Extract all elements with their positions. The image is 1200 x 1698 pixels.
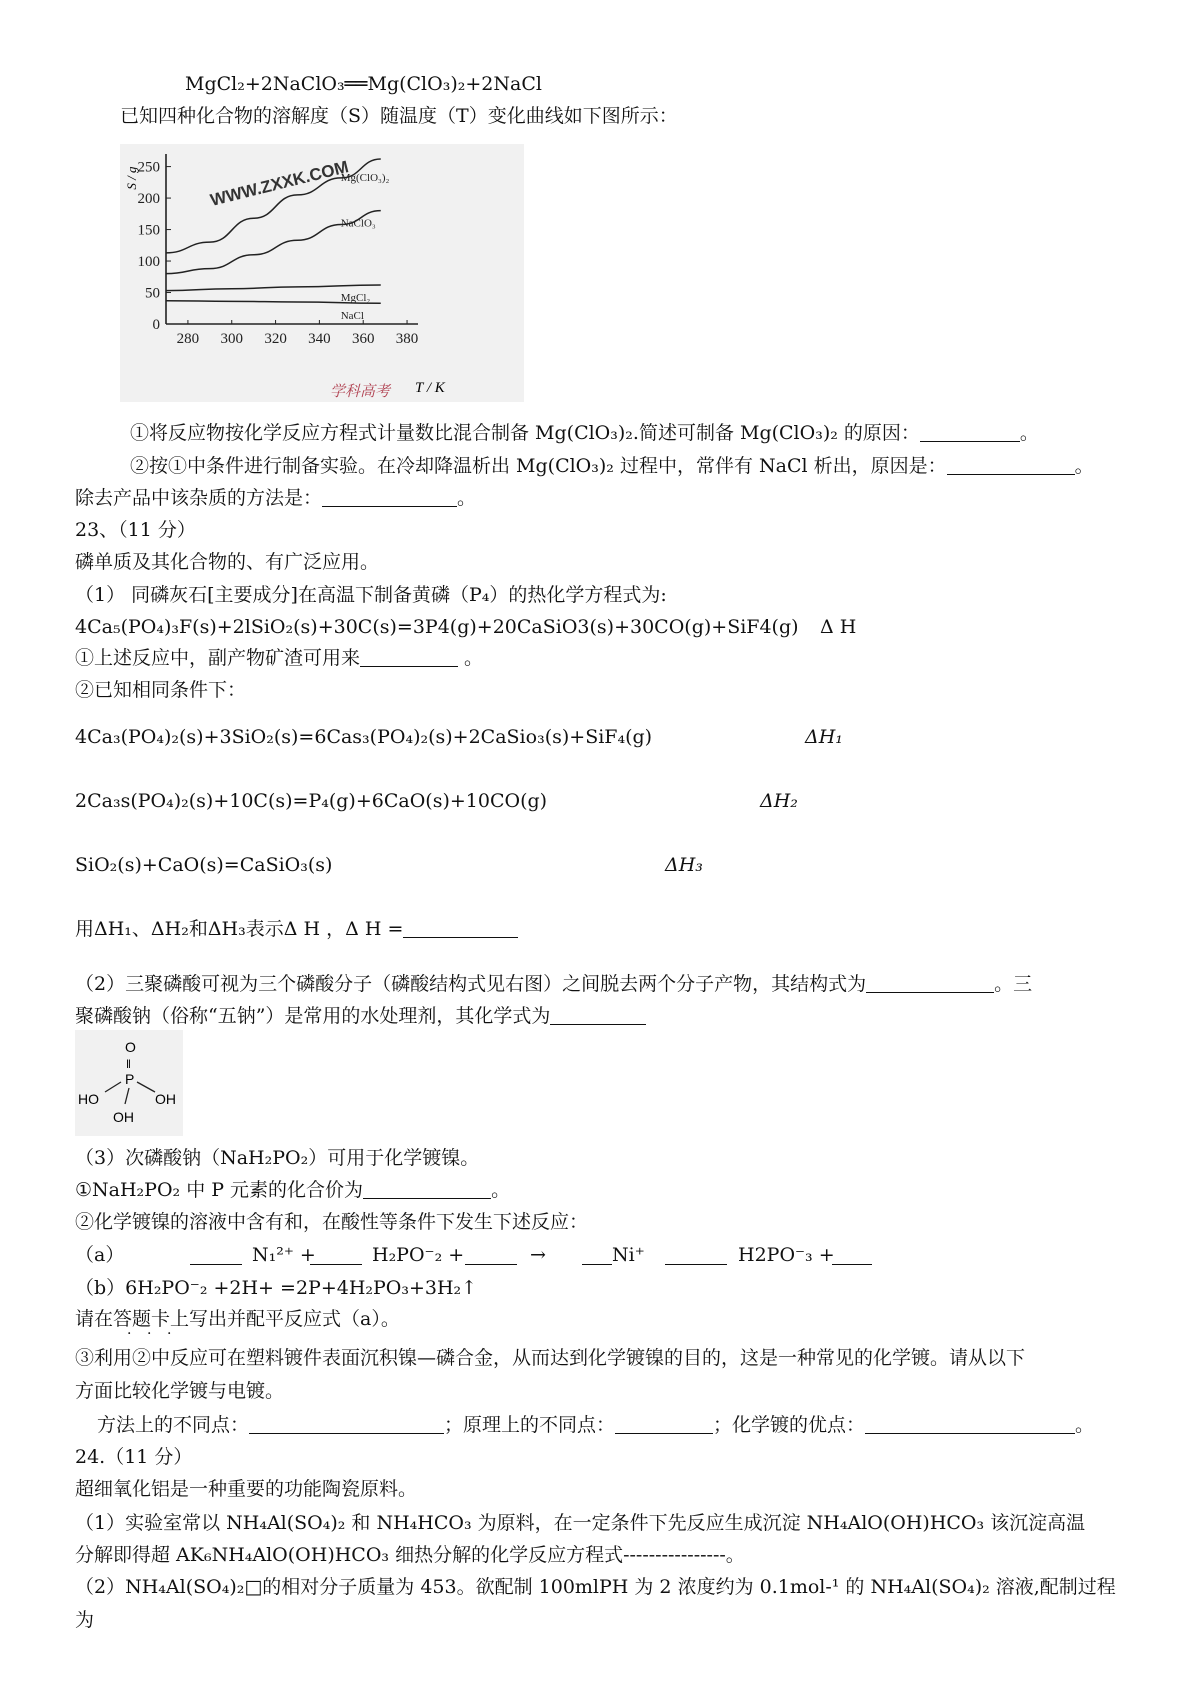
part-2-line-1	[75, 972, 1032, 996]
oxygen-top: O	[125, 1039, 136, 1055]
answer-blank-9[interactable]	[249, 1415, 444, 1434]
chart-watermark: WWW.ZXXK.COM	[208, 157, 351, 210]
answer-blank-2[interactable]	[947, 456, 1075, 475]
solubility-chart	[120, 144, 524, 402]
part-3-q2-intro: ②化学镀镍的溶液中含有和，在酸性等条件下发生下述反应：	[75, 1211, 589, 1233]
problem-24-part-1-line-1: （1）实验室常以 NH₄Al(SO₄)₂ 和 NH₄HCO₃ 为原料，在一定条件下先反应生成沉淀 NH₄AlO(OH)HCO₃ 该沉淀高温	[75, 1512, 1086, 1534]
coef-blank-a3[interactable]	[465, 1246, 517, 1265]
problem-23-intro: 磷单质及其化合物的、有广泛应用。	[75, 551, 380, 573]
chart-series-line	[166, 285, 381, 291]
reaction-a-h2po3: H2PO⁻₃ +	[738, 1244, 835, 1266]
part-2-line-2	[75, 1004, 646, 1028]
coef-blank-a2[interactable]	[310, 1246, 362, 1265]
chart-y-axis-label: S / g	[124, 166, 139, 190]
emphasis-dot: ·	[167, 1326, 172, 1342]
part-2-text-1-end: 。三	[994, 973, 1033, 995]
answer-blank-3[interactable]	[322, 488, 457, 507]
delta-h-expression-line	[75, 917, 518, 941]
answer-blank-7[interactable]	[550, 1006, 646, 1025]
chart-series-label: NaCl	[340, 310, 364, 323]
equation-dh1: 4Ca₃(PO₄)₂(s)+3SiO₂(s)=6Cas₃(PO₄)₂(s)+2CaSio₃(s)+SiF₄(g)	[75, 726, 653, 748]
chart-x-tick-label: 320	[264, 331, 287, 347]
reaction-a-ni-product: Ni⁺	[612, 1244, 645, 1266]
coef-blank-a5[interactable]	[665, 1246, 727, 1265]
chart-x-tick-label: 280	[176, 331, 200, 347]
chart-y-tick-label: 0	[152, 317, 160, 333]
coef-blank-a6[interactable]	[832, 1246, 872, 1265]
problem-24-intro: 超细氧化铝是一种重要的功能陶瓷原料。	[75, 1478, 418, 1500]
problem-24-part-2-line-2: 为	[75, 1609, 95, 1631]
comparison-end: 。	[1075, 1414, 1095, 1436]
reaction-a-arrow: →	[530, 1244, 546, 1266]
problem-24-heading: 24.（11 分）	[75, 1446, 193, 1468]
equation-dh2: 2Ca₃s(PO₄)₂(s)+10C(s)=P₄(g)+6CaO(s)+10CO(g)	[75, 790, 548, 812]
part-2-text-1: （2）三聚磷酸可视为三个磷酸分子（磷酸结构式见右图）之间脱去两个分子产物，其结构式为	[75, 973, 867, 995]
part-1-intro: （1） 同磷灰石[主要成分]在高温下制备黄磷（P₄）的热化学方程式为:	[75, 584, 667, 606]
delta-h-expression-text: 用ΔH₁、ΔH₂和ΔH₃表示Δ H ，Δ H =	[75, 918, 404, 940]
chart-x-tick-label: 360	[351, 331, 375, 347]
delta-h3-label: ΔH₃	[665, 854, 703, 876]
bond-right	[137, 1082, 155, 1092]
answer-blank-1[interactable]	[920, 423, 1020, 442]
principle-diff-label: ；原理上的不同点：	[444, 1414, 616, 1436]
reaction-a-ni-ion: N₁²⁺ +	[252, 1244, 316, 1266]
question-2-line	[130, 454, 1094, 478]
question-2-end: 。	[1074, 455, 1094, 477]
chart-x-axis-label: T / K	[415, 380, 445, 396]
answer-blank-10[interactable]	[615, 1415, 713, 1434]
chart-y-tick-label: 100	[137, 254, 160, 271]
delta-h2-label: ΔH₂	[760, 790, 798, 812]
part-1-q2-intro: ②已知相同条件下：	[75, 679, 247, 701]
answer-blank-4[interactable]	[360, 648, 458, 667]
chart-y-tick-label: 200	[137, 191, 160, 208]
problem-24-part-1-line-2: 分解即得超 AK₆NH₄AlO(OH)HCO₃ 细热分解的化学反应方程式----------------。	[75, 1544, 745, 1566]
emphasis-dot: ·	[127, 1326, 132, 1342]
part-3-q3-line-1: ③利用②中反应可在塑料镀件表面沉积镍—磷合金，从而达到化学镀镍的目的，这是一种常见的化学镀。请从以下	[75, 1347, 1026, 1369]
bond-left	[105, 1082, 121, 1092]
part-3-q1-end: 。	[491, 1179, 511, 1201]
part-2-text-2: 聚磷酸钠（俗称“五钠”）是常用的水处理剂，其化学式为	[75, 1005, 551, 1027]
thermo-delta-h: Δ H	[820, 616, 857, 638]
question-3-end: 。	[457, 487, 477, 509]
double-bond: ‖	[126, 1057, 131, 1071]
equation-mgcl2-naclo3: MgCl₂+2NaClO₃══Mg(ClO₃)₂+2NaCl	[185, 73, 542, 95]
thermo-equation-main: 4Ca₅(PO₄)₃F(s)+2lSiO₂(s)+30C(s)=3P4(g)+20CaSiO3(s)+30CO(g)+SiF4(g)	[75, 616, 799, 638]
hydroxyl-right: OH	[155, 1091, 176, 1107]
phosphoric-acid-svg	[75, 1030, 183, 1136]
reaction-a-label: （a）	[75, 1244, 125, 1266]
part-1-q1-line	[75, 646, 483, 670]
phosphoric-acid-structure	[75, 1030, 183, 1136]
question-1-text: ①将反应物按化学反应方程式计量数比混合制备 Mg(ClO₃)₂.简述可制备 Mg(ClO₃)₂ 的原因：	[130, 422, 920, 444]
chart-series-label: Mg(ClO₃)₂	[340, 172, 390, 185]
answer-blank-8[interactable]	[363, 1180, 491, 1199]
answer-blank-5[interactable]	[403, 919, 518, 938]
chart-x-tick-label: 380	[395, 331, 419, 347]
question-1-end: 。	[1019, 422, 1039, 444]
hydroxyl-left: HO	[78, 1091, 99, 1107]
question-1-line	[130, 421, 1039, 445]
delta-h1-label: ΔH₁	[805, 726, 843, 748]
chart-y-tick-label: 150	[137, 222, 160, 239]
chart-series-label: NaClO₃	[340, 217, 376, 230]
chart-x-tick-label: 300	[220, 331, 243, 347]
chart-series-label: MgCl₂	[340, 291, 371, 304]
instruction-answer-card: 请在答题卡上写出并配平反应式（a）。	[75, 1308, 400, 1330]
answer-blank-11[interactable]	[865, 1415, 1075, 1434]
bond-bottom	[125, 1088, 129, 1104]
answer-blank-6[interactable]	[866, 974, 994, 993]
question-2-text: ②按①中条件进行制备实验。在冷却降温析出 Mg(ClO₃)₂ 过程中，常伴有 NaCl 析出，原因是：	[130, 455, 947, 477]
part-3-q1-text: ①NaH₂PO₂ 中 P 元素的化合价为	[75, 1179, 364, 1201]
hydroxyl-bottom: OH	[113, 1109, 134, 1125]
part-3-q3-line-2: 方面比较化学镀与电镀。	[75, 1380, 285, 1402]
reaction-a-h2po2: H₂PO⁻₂ +	[372, 1244, 465, 1266]
question-3-line	[75, 486, 476, 510]
part-3-intro: （3）次磷酸钠（NaH₂PO₂）可用于化学镀镍。	[75, 1147, 480, 1169]
chart-y-tick-label: 250	[137, 159, 160, 176]
equation-dh3: SiO₂(s)+CaO(s)=CaSiO₃(s)	[75, 854, 333, 876]
chart-y-tick-label: 50	[145, 285, 160, 302]
problem-23-heading: 23、（11 分）	[75, 519, 196, 541]
solubility-chart-svg	[120, 144, 524, 402]
part-3-q1-line	[75, 1178, 510, 1202]
chart-watermark-2: 学科高考	[330, 382, 391, 400]
advantage-label: ；化学镀的优点：	[713, 1414, 866, 1436]
question-3-text: 除去产品中该杂质的方法是：	[75, 487, 323, 509]
part-1-q1-end: 。	[458, 647, 484, 669]
method-diff-label: 方法上的不同点：	[97, 1414, 250, 1436]
problem-24-part-2-line-1: （2）NH₄Al(SO₄)₂□的相对分子质量为 453。欲配制 100mlPH 为 2 浓度约为 0.1mol-¹ 的 NH₄Al(SO₄)₂ 溶液,配制过程	[75, 1576, 1116, 1598]
comparison-line	[97, 1413, 1094, 1437]
solubility-intro: 已知四种化合物的溶解度（S）随温度（T）变化曲线如下图所示：	[120, 105, 678, 127]
coef-blank-a4[interactable]	[582, 1246, 612, 1265]
coef-blank-a1[interactable]	[190, 1246, 242, 1265]
reaction-b: （b）6H₂PO⁻₂ +2H+ =2P+4H₂PO₃+3H₂↑	[75, 1277, 478, 1299]
emphasis-dot: ·	[147, 1326, 152, 1342]
part-1-q1-text: ①上述反应中，副产物矿渣可用来	[75, 647, 361, 669]
chart-x-tick-label: 340	[308, 331, 331, 347]
phosphorus: P	[125, 1071, 135, 1087]
